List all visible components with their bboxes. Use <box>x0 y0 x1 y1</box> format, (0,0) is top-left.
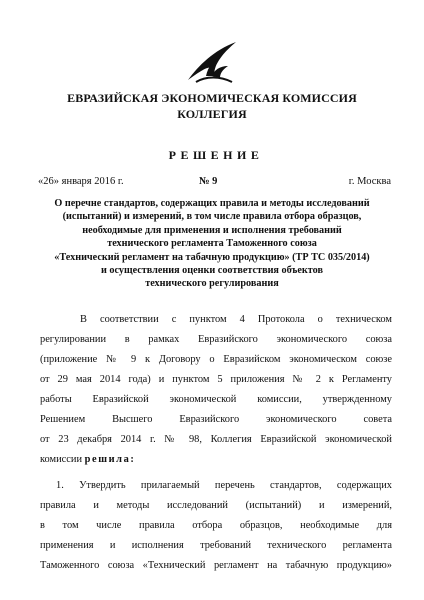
body-line: Таможенного союза «Технический регламент на табачную продукцию» <box>40 560 392 571</box>
subject-line: технического регулирования <box>145 278 279 290</box>
body-line: работы Евразийской экономической комиссии, утвержденному <box>40 394 392 405</box>
document-type-title: РЕШЕНИЕ <box>168 148 264 162</box>
subject-line: «Технический регламент на табачную продукцию» (ТР ТС 035/2014) <box>54 251 370 263</box>
subject-line: необходимые для применения и исполнения требований <box>82 224 342 236</box>
resolution-word: решила: <box>84 454 136 465</box>
body-line: от 29 мая 2014 года) и пунктом 5 приложения № 2 к Регламенту <box>40 374 392 385</box>
document-date: «26» января 2016 г. <box>38 176 124 187</box>
subject-line: и осуществления оценки соответствия объектов <box>101 265 323 277</box>
body-line <box>40 453 392 467</box>
body-line: (приложение № 9 к Договору о Евразийском экономическом союзе <box>40 354 392 365</box>
body-line: правила и методы исследований (испытаний) и измерений, <box>40 500 392 511</box>
body-line: Решением Высшего Евразийского экономического совета <box>40 414 392 425</box>
subject-line: (испытаний) и измерений, в том числе правила отбора образцов, <box>62 211 362 223</box>
body-line: применения и исполнения требований технического регламента <box>40 540 392 551</box>
body-line: В соответствии с пунктом 4 Протокола о техническом <box>80 314 392 325</box>
body-line: от 23 декабря 2014 г. № 98, Коллегия Евразийской экономической <box>40 434 392 445</box>
body-text: комиссии <box>40 454 85 465</box>
organization-name: ЕВРАЗИЙСКАЯ ЭКОНОМИЧЕСКАЯ КОМИССИЯ <box>67 91 357 105</box>
eec-emblem-icon <box>184 36 240 88</box>
subject-line: О перечне стандартов, содержащих правила и методы исследований <box>54 198 370 209</box>
body-line: в том числе правила отбора образцов, необходимые для <box>40 520 392 531</box>
document-city: г. Москва <box>348 176 391 187</box>
document-number: № 9 <box>199 176 218 187</box>
subject-line: технического регламента Таможенного союза <box>107 238 317 250</box>
body-line: 1. Утвердить прилагаемый перечень стандартов, содержащих <box>56 480 392 491</box>
document-subject <box>30 197 394 291</box>
body-line: регулировании в рамках Евразийского экономического союза <box>40 334 392 345</box>
organization-body: КОЛЛЕГИЯ <box>177 107 247 121</box>
